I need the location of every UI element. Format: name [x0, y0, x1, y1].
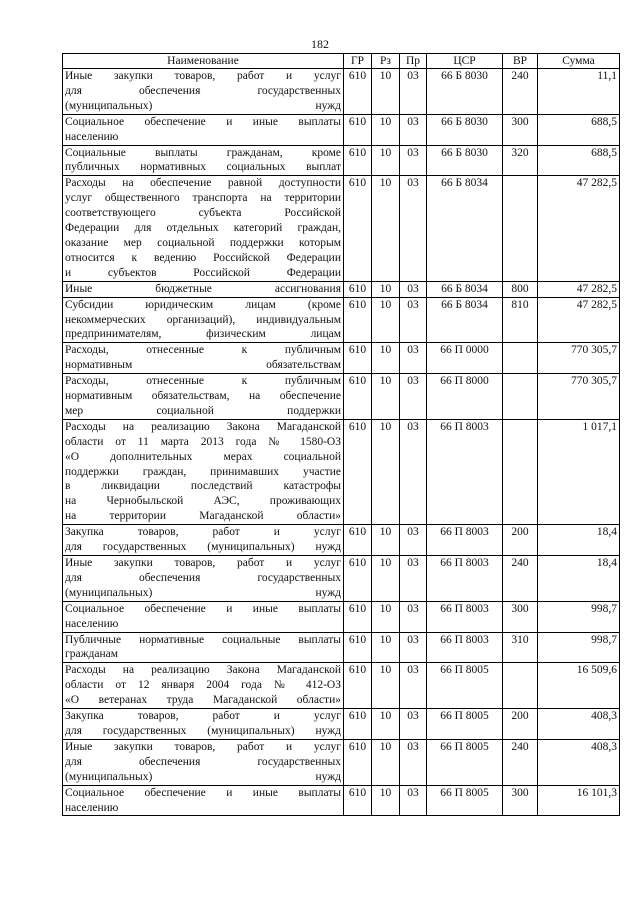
- row-name-line: оказание мер социальной поддержки которым: [65, 236, 341, 249]
- row-sum: 688,5: [538, 145, 620, 176]
- row-gr: 610: [344, 709, 372, 740]
- row-csr: 66 П 8005: [427, 663, 503, 709]
- row-vr: 300: [503, 114, 538, 145]
- row-sum: 11,1: [538, 69, 620, 115]
- row-vr: [503, 176, 538, 281]
- row-pr: 03: [400, 374, 427, 420]
- row-rz: 10: [372, 663, 400, 709]
- row-name-line: Расходы на обеспечение равной доступности: [65, 177, 341, 190]
- row-sum: 408,3: [538, 739, 620, 785]
- row-rz: 10: [372, 69, 400, 115]
- row-vr: [503, 343, 538, 374]
- row-gr: 610: [344, 785, 372, 816]
- row-gr: 610: [344, 525, 372, 556]
- row-vr: 200: [503, 709, 538, 740]
- row-name-line: предпринимателям, физическим лицам: [65, 328, 341, 341]
- row-name-line: на территории Магаданской области»: [65, 510, 341, 523]
- row-pr: 03: [400, 525, 427, 556]
- row-pr: 03: [400, 297, 427, 343]
- row-name-line: на Чернобыльской АЭС, проживающих: [65, 495, 341, 508]
- row-name: [63, 69, 344, 115]
- row-gr: 610: [344, 419, 372, 524]
- row-name-line: поддержки граждан, принимавших участие: [65, 465, 341, 478]
- header-sum: Сумма: [538, 54, 620, 69]
- row-sum: 998,7: [538, 601, 620, 632]
- row-gr: 610: [344, 281, 372, 297]
- row-name: [63, 176, 344, 281]
- row-csr: 66 П 8003: [427, 632, 503, 663]
- row-pr: 03: [400, 556, 427, 602]
- row-gr: 610: [344, 374, 372, 420]
- row-pr: 03: [400, 281, 427, 297]
- row-name: [63, 114, 344, 145]
- row-rz: 10: [372, 297, 400, 343]
- row-name-line: Иные закупки товаров, работ и услуг: [65, 70, 341, 82]
- row-gr: 610: [344, 297, 372, 343]
- row-name-line: Социальное обеспечение и иные выплаты: [65, 115, 341, 128]
- row-pr: 03: [400, 343, 427, 374]
- row-rz: 10: [372, 709, 400, 740]
- header-row: [63, 54, 620, 69]
- row-vr: [503, 419, 538, 524]
- row-rz: 10: [372, 419, 400, 524]
- row-vr: 300: [503, 785, 538, 816]
- table-row: [63, 145, 620, 176]
- table-row: [63, 785, 620, 816]
- page-number: 182: [311, 37, 329, 51]
- row-name-line: мер социальной поддержки: [65, 404, 341, 417]
- row-pr: 03: [400, 785, 427, 816]
- row-name-line: Иные бюджетные ассигнования: [65, 282, 341, 295]
- row-rz: 10: [372, 281, 400, 297]
- table-row: [63, 556, 620, 602]
- row-rz: 10: [372, 114, 400, 145]
- row-name-line: Закупка товаров, работ и услуг: [65, 526, 341, 539]
- table-row: [63, 663, 620, 709]
- row-rz: 10: [372, 739, 400, 785]
- row-pr: 03: [400, 69, 427, 115]
- row-name-line: для государственных (муниципальных) нужд: [65, 724, 341, 737]
- row-name-line: Закупка товаров, работ и услуг: [65, 710, 341, 723]
- row-gr: 610: [344, 556, 372, 602]
- row-name-line: для обеспечения государственных: [65, 755, 341, 768]
- row-rz: 10: [372, 632, 400, 663]
- row-vr: [503, 663, 538, 709]
- row-name-line: населению: [65, 801, 119, 814]
- header-pr: Пр: [400, 54, 427, 69]
- table-row: [63, 374, 620, 420]
- table-row: [63, 525, 620, 556]
- row-name-line: Публичные нормативные социальные выплаты: [65, 633, 341, 646]
- row-sum: 16 101,3: [538, 785, 620, 816]
- row-gr: 610: [344, 145, 372, 176]
- row-name-line: Расходы, отнесенные к публичным: [65, 344, 341, 357]
- row-name: [63, 663, 344, 709]
- row-csr: 66 П 8005: [427, 785, 503, 816]
- row-csr: 66 П 8005: [427, 709, 503, 740]
- row-gr: 610: [344, 176, 372, 281]
- budget-table: [62, 53, 620, 816]
- row-sum: 1 017,1: [538, 419, 620, 524]
- row-gr: 610: [344, 69, 372, 115]
- table-row: [63, 709, 620, 740]
- row-name-line: Расходы на реализацию Закона Магаданской: [65, 664, 341, 677]
- row-sum: 16 509,6: [538, 663, 620, 709]
- row-name-line: Субсидии юридическим лицам (кроме: [65, 298, 341, 311]
- row-name-line: «О дополнительных мерах социальной: [65, 450, 341, 463]
- row-name: [63, 281, 344, 297]
- row-pr: 03: [400, 114, 427, 145]
- row-sum: 18,4: [538, 556, 620, 602]
- row-rz: 10: [372, 343, 400, 374]
- table-row: [63, 176, 620, 281]
- row-pr: 03: [400, 601, 427, 632]
- row-name-line: населению: [65, 617, 119, 630]
- row-csr: 66 Б 8030: [427, 69, 503, 115]
- row-sum: 408,3: [538, 709, 620, 740]
- row-name-line: области от 12 января 2004 года № 412-ОЗ: [65, 679, 341, 692]
- row-name-line: Иные закупки товаров, работ и услуг: [65, 557, 341, 569]
- row-name-line: нормативным обязательствам: [65, 359, 341, 372]
- row-vr: 320: [503, 145, 538, 176]
- row-name-line: нормативным обязательствам, на обеспечение: [65, 390, 341, 403]
- row-sum: 47 282,5: [538, 176, 620, 281]
- table-row: [63, 343, 620, 374]
- row-csr: 66 П 8003: [427, 419, 503, 524]
- row-rz: 10: [372, 374, 400, 420]
- row-vr: 300: [503, 601, 538, 632]
- table-row: [63, 419, 620, 524]
- row-name-line: Социальное обеспечение и иные выплаты: [65, 786, 341, 799]
- table-row: [63, 69, 620, 115]
- row-gr: 610: [344, 343, 372, 374]
- row-name-line: и субъектов Российской Федерации: [65, 266, 341, 279]
- header-csr: ЦСР: [427, 54, 503, 69]
- header-name: Наименование: [63, 54, 344, 69]
- row-name-line: соответствующего субъекта Российской: [65, 207, 341, 220]
- table-row: [63, 114, 620, 145]
- row-pr: 03: [400, 419, 427, 524]
- table-row: [63, 281, 620, 297]
- row-name: [63, 297, 344, 343]
- row-name-line: (муниципальных) нужд: [65, 586, 341, 599]
- row-csr: 66 П 8000: [427, 374, 503, 420]
- row-sum: 770 305,7: [538, 343, 620, 374]
- row-vr: 310: [503, 632, 538, 663]
- row-name-line: относится к ведению Российской Федерации: [65, 251, 341, 264]
- table-row: [63, 601, 620, 632]
- row-name-line: в ликвидации последствий катастрофы: [65, 480, 341, 493]
- row-pr: 03: [400, 739, 427, 785]
- row-rz: 10: [372, 525, 400, 556]
- row-csr: 66 П 8003: [427, 556, 503, 602]
- row-name-line: Расходы на реализацию Закона Магаданской: [65, 420, 341, 433]
- row-name-line: «О ветеранах труда Магаданской области»: [65, 694, 341, 707]
- row-gr: 610: [344, 114, 372, 145]
- row-gr: 610: [344, 601, 372, 632]
- row-name-line: (муниципальных) нужд: [65, 99, 341, 112]
- row-vr: 810: [503, 297, 538, 343]
- row-name: [63, 343, 344, 374]
- row-name-line: для обеспечения государственных: [65, 571, 341, 584]
- table-row: [63, 739, 620, 785]
- row-rz: 10: [372, 556, 400, 602]
- row-name: [63, 525, 344, 556]
- row-rz: 10: [372, 785, 400, 816]
- row-rz: 10: [372, 145, 400, 176]
- row-pr: 03: [400, 145, 427, 176]
- row-csr: 66 П 8003: [427, 525, 503, 556]
- row-vr: 800: [503, 281, 538, 297]
- row-vr: 240: [503, 69, 538, 115]
- header-gr: ГР: [344, 54, 372, 69]
- row-sum: 688,5: [538, 114, 620, 145]
- row-name: [63, 632, 344, 663]
- table-row: [63, 297, 620, 343]
- header-vr: ВР: [503, 54, 538, 69]
- row-name-line: Иные закупки товаров, работ и услуг: [65, 740, 341, 753]
- row-pr: 03: [400, 176, 427, 281]
- row-gr: 610: [344, 663, 372, 709]
- row-csr: 66 Б 8034: [427, 297, 503, 343]
- row-csr: 66 Б 8034: [427, 281, 503, 297]
- row-name: [63, 145, 344, 176]
- row-vr: 200: [503, 525, 538, 556]
- row-csr: 66 П 0000: [427, 343, 503, 374]
- row-name: [63, 419, 344, 524]
- row-csr: 66 Б 8030: [427, 145, 503, 176]
- row-name-line: для государственных (муниципальных) нужд: [65, 541, 341, 554]
- header-rz: Рз: [372, 54, 400, 69]
- row-rz: 10: [372, 176, 400, 281]
- row-csr: 66 Б 8030: [427, 114, 503, 145]
- row-sum: 47 282,5: [538, 297, 620, 343]
- row-sum: 998,7: [538, 632, 620, 663]
- row-sum: 770 305,7: [538, 374, 620, 420]
- row-name-line: Расходы, отнесенные к публичным: [65, 375, 341, 388]
- row-sum: 47 282,5: [538, 281, 620, 297]
- row-rz: 10: [372, 601, 400, 632]
- row-name-line: Федерации для отдельных категорий граждан,: [65, 222, 341, 235]
- row-name-line: услуг общественного транспорта на территории: [65, 192, 341, 205]
- row-name-line: (муниципальных) нужд: [65, 770, 341, 783]
- row-csr: 66 Б 8034: [427, 176, 503, 281]
- row-name-line: области от 11 марта 2013 года № 1580-ОЗ: [65, 435, 341, 448]
- row-name: [63, 709, 344, 740]
- row-name-line: некоммерческих организаций), индивидуальным: [65, 313, 341, 326]
- row-name: [63, 374, 344, 420]
- row-name: [63, 601, 344, 632]
- row-pr: 03: [400, 663, 427, 709]
- row-name-line: для обеспечения государственных: [65, 84, 341, 97]
- row-name: [63, 739, 344, 785]
- row-gr: 610: [344, 739, 372, 785]
- row-vr: 240: [503, 739, 538, 785]
- row-name-line: населению: [65, 130, 119, 143]
- row-name: [63, 785, 344, 816]
- row-vr: [503, 374, 538, 420]
- row-vr: 240: [503, 556, 538, 602]
- row-name-line: Социальные выплаты гражданам, кроме: [65, 146, 341, 159]
- row-name-line: Социальное обеспечение и иные выплаты: [65, 602, 341, 615]
- row-name: [63, 556, 344, 602]
- row-csr: 66 П 8003: [427, 601, 503, 632]
- row-sum: 18,4: [538, 525, 620, 556]
- row-csr: 66 П 8005: [427, 739, 503, 785]
- row-name-line: гражданам: [65, 648, 119, 661]
- table-row: [63, 632, 620, 663]
- row-pr: 03: [400, 709, 427, 740]
- row-pr: 03: [400, 632, 427, 663]
- row-name-line: публичных нормативных социальных выплат: [65, 161, 341, 174]
- row-gr: 610: [344, 632, 372, 663]
